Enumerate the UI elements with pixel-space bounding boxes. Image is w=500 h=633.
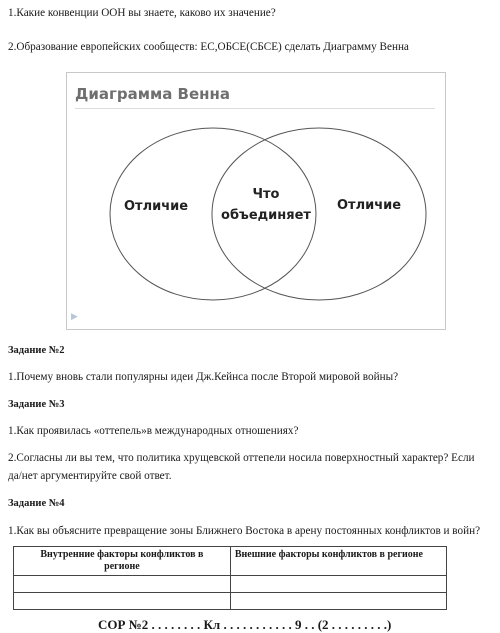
venn-title: Диаграмма Венна (75, 85, 231, 103)
task-2-heading: Задание №2 (8, 345, 65, 356)
factors-table (13, 546, 447, 610)
table-row (14, 576, 447, 593)
task-3-heading: Задание №3 (8, 399, 65, 410)
task-4-heading: Задание №4 (8, 498, 65, 509)
task-3-question-2-line-2: да/нет аргументируйте свой ответ. (8, 470, 172, 482)
venn-diagram (67, 73, 445, 329)
table-cell-internal[interactable] (14, 576, 231, 593)
task-2-question-1: 1.Почему вновь стали популярны идеи Дж.Кейнса после Второй мировой войны? (8, 371, 399, 383)
table-cell-external[interactable] (230, 593, 446, 610)
table-cell-external[interactable] (230, 576, 446, 593)
table-cell-internal[interactable] (14, 593, 231, 610)
venn-center-label-1: Что (252, 187, 280, 202)
venn-center-label-2: объединяет (221, 208, 311, 223)
question-1: 1.Какие конвенции ООН вы знаете, каково их значение? (8, 7, 276, 19)
task-3-question-1: 1.Как проявилась «оттепель»в международных отношениях? (8, 425, 299, 437)
task-4-question-1: 1.Как вы объясните превращение зоны Ближнего Востока в арену постоянных конфликтов и войн? (8, 525, 481, 537)
table-row (14, 593, 447, 610)
header-internal-factors (14, 547, 231, 576)
question-2: 2.Образование европейских сообществ: ЕС,ОБСЕ(СБСЕ) сделать Диаграмму Венна (8, 41, 409, 53)
table-header-row (14, 547, 447, 576)
footer-cut-text: СОР №2 . . . . . . . . Кл . . . . . . . . . . . 9 . . (2 . . . . . . . . .) (98, 617, 392, 632)
header-internal-line-1: Внутренние факторы конфликтов в (40, 549, 204, 560)
venn-right-label: Отличие (337, 198, 402, 213)
venn-left-label: Отличие (124, 199, 189, 214)
slide-nav-arrow-icon: ▶ (71, 311, 78, 321)
header-external-factors: Внешние факторы конфликтов в регионе (230, 547, 446, 576)
header-internal-line-2: регионе (104, 561, 140, 572)
task-3-question-2-line-1: 2.Согласны ли вы тем, что политика хрущевской оттепели носила поверхностный характер? Если (8, 452, 475, 464)
venn-diagram-slide (66, 72, 446, 330)
